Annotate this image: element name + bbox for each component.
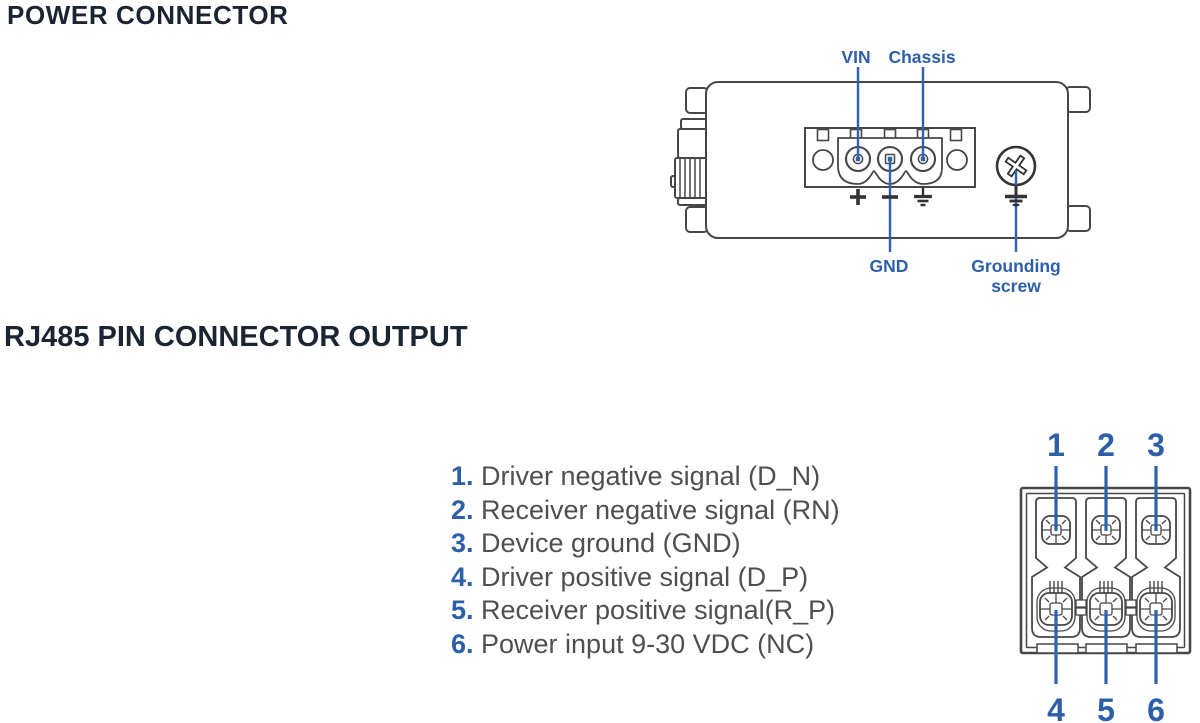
connector-pin-number-6: 6 <box>1147 692 1165 723</box>
pin-description: Power input 9-30 VDC (NC) <box>481 628 815 659</box>
pin-number: 6. <box>451 628 474 659</box>
terminal-slot <box>951 130 962 141</box>
pin-list-item <box>451 561 840 595</box>
connector-pin-number-5: 5 <box>1097 692 1115 723</box>
device-tab-bottom-left <box>686 207 708 232</box>
device-tab-top-right <box>1066 87 1090 112</box>
pin-description: Receiver negative signal (RN) <box>481 494 840 525</box>
vin-label: VIN <box>841 47 871 67</box>
connector-pin-number-2: 2 <box>1097 427 1115 463</box>
grounding-screw-label-line2: screw <box>991 276 1041 296</box>
power-connector-diagram <box>650 35 1120 300</box>
device-tab-top-left <box>686 88 708 113</box>
pin-description: Device ground (GND) <box>481 528 741 559</box>
terminal-slot <box>818 130 829 141</box>
connector-pin-number-3: 3 <box>1147 427 1165 463</box>
pin-number: 5. <box>451 595 474 626</box>
pin-list-item <box>451 460 840 494</box>
connector-pin-number-4: 4 <box>1047 692 1065 723</box>
pin-description: Driver negative signal (D_N) <box>481 461 821 491</box>
gnd-label: GND <box>869 256 909 276</box>
pin-list-item <box>451 628 840 662</box>
pin-number: 2. <box>451 494 474 525</box>
rj485-pin-list <box>451 460 840 662</box>
pin-description: Receiver positive signal(R_P) <box>481 595 836 626</box>
connector-pin-number-1: 1 <box>1047 427 1065 463</box>
rj485-section-title: RJ485 PIN CONNECTOR OUTPUT <box>4 321 468 353</box>
mounting-hole-right <box>947 150 967 170</box>
pin-list-item <box>451 594 840 628</box>
mounting-hole-left <box>813 150 833 170</box>
pin-number: 4. <box>451 561 474 592</box>
power-section-title: POWER CONNECTOR <box>7 0 289 30</box>
grounding-screw-label-line1: Grounding <box>971 256 1061 276</box>
pin-number: 1. <box>451 461 474 491</box>
pin-number: 3. <box>451 528 474 559</box>
rj485-connector-diagram <box>1010 418 1200 723</box>
pin-description: Driver positive signal (D_P) <box>481 561 809 592</box>
pin-list-item <box>451 527 840 561</box>
antenna-connector <box>671 119 707 205</box>
pin-list-item <box>451 494 840 528</box>
chassis-label: Chassis <box>888 47 956 67</box>
device-tab-bottom-right <box>1066 206 1090 231</box>
